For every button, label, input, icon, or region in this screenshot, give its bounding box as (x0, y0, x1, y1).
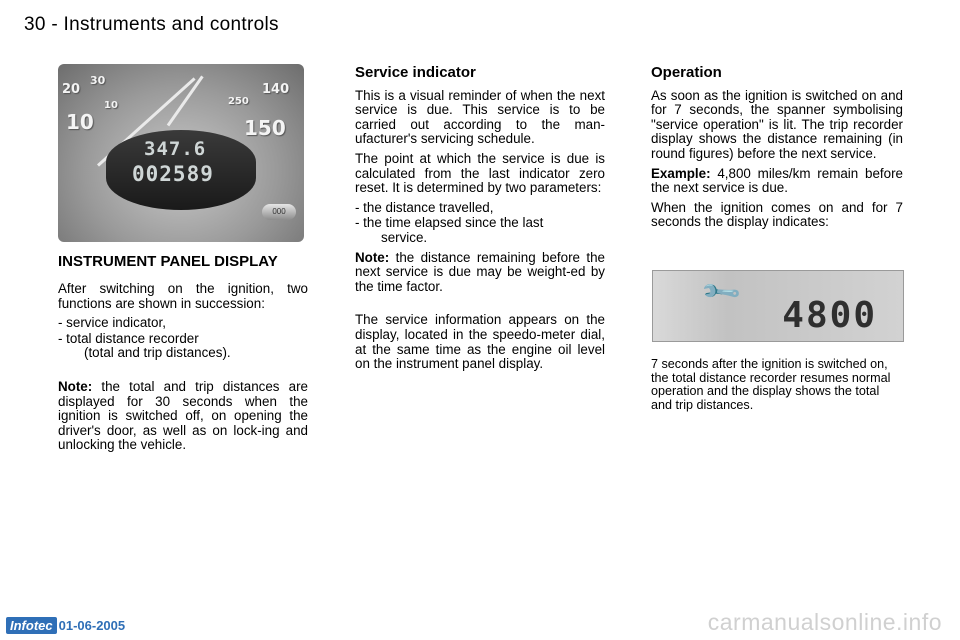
operation-section (651, 66, 903, 235)
gauge-number: 10 (104, 100, 118, 111)
publication-date: 01-06-2005 (58, 618, 126, 633)
example-paragraph (651, 167, 903, 196)
note-paragraph (58, 380, 308, 453)
note-text: the total and trip distances are displayed for 30 seconds when the ignition is switched off, on opening the driver's door, as well as on lock-ing and unlocking the vehicle. (58, 378, 308, 453)
gauge-number: 10 (66, 110, 94, 134)
list-item-subtext: (total and trip distances). (84, 345, 231, 361)
note-label: Note: (355, 249, 390, 265)
gauge-number: 20 (62, 82, 81, 97)
paragraph: After switching on the ignition, two functions are shown in succession: (58, 281, 308, 311)
section-heading: INSTRUMENT PANEL DISPLAY (58, 253, 278, 270)
list-item (355, 201, 605, 216)
section-heading: Operation (651, 64, 722, 81)
odometer-readout: 002589 (132, 162, 214, 186)
trip-reset-button: 000 (262, 204, 296, 220)
note-text: the distance remaining before the next service is due may be weight-ed by the time factor. (355, 249, 605, 294)
gauge-number: 140 (262, 82, 290, 97)
trip-distance-readout: 347.6 (144, 138, 207, 160)
paragraph: The service information appears on the display, located in the speedo-meter dial, at the same time as the engine oil level on the instrument panel display. (355, 312, 605, 372)
paragraph: As soon as the ignition is switched on and for 7 seconds, the spanner symbolising "service operation" is lit. The trip recorder display shows the distance remaining (in round figures) before the next service. (651, 87, 903, 161)
section-heading: Service indicator (355, 64, 476, 81)
list-item-subtext: service. (381, 229, 428, 245)
example-label: Example: (651, 165, 711, 181)
function-list (58, 316, 308, 361)
page-title: 30 - Instruments and controls (24, 14, 279, 35)
paragraph: The point at which the service is due is calculated from the last indicator zero reset. It is determined by two parameters: (355, 150, 605, 196)
example-text: 4,800 miles/km remain before the next service is due. (651, 165, 903, 196)
list-item-text: - service indicator, (58, 315, 166, 331)
list-item (58, 316, 308, 331)
gauge-number: 150 (244, 116, 286, 140)
operation-after-paragraph (651, 358, 903, 417)
watermark: carmanualsonline.info (707, 609, 942, 635)
note-paragraph (355, 251, 605, 295)
list-item (58, 332, 308, 361)
gauge-number: 30 (90, 74, 106, 87)
spanner-icon: 🔧 (698, 270, 743, 315)
infotec-logo: Infotec (6, 617, 57, 634)
list-item-text: - total distance recorder (58, 330, 199, 346)
service-distance-readout: 4800 (782, 295, 877, 336)
note-label: Note: (58, 378, 93, 394)
list-item (355, 216, 605, 245)
parameter-list (355, 201, 605, 246)
list-item-text: - the time elapsed since the last (355, 215, 544, 231)
paragraph: This is a visual reminder of when the next service is due. This service is to be carried out according to the man-ufacturer's servicing schedule. (355, 87, 605, 147)
instrument-cluster-image (58, 64, 304, 242)
paragraph: 7 seconds after the ignition is switched on, the total distance recorder resumes normal operation and the display shows the total and trip distances. (651, 357, 891, 412)
service-indicator-section (355, 66, 605, 377)
list-item-text: - the distance travelled, (355, 199, 494, 215)
gauge-number: 250 (228, 96, 249, 107)
service-display-image (652, 270, 904, 342)
footer (6, 617, 125, 634)
paragraph: When the ignition comes on and for 7 seconds the display indicates: (651, 199, 903, 230)
instrument-panel-display-section (58, 254, 308, 458)
